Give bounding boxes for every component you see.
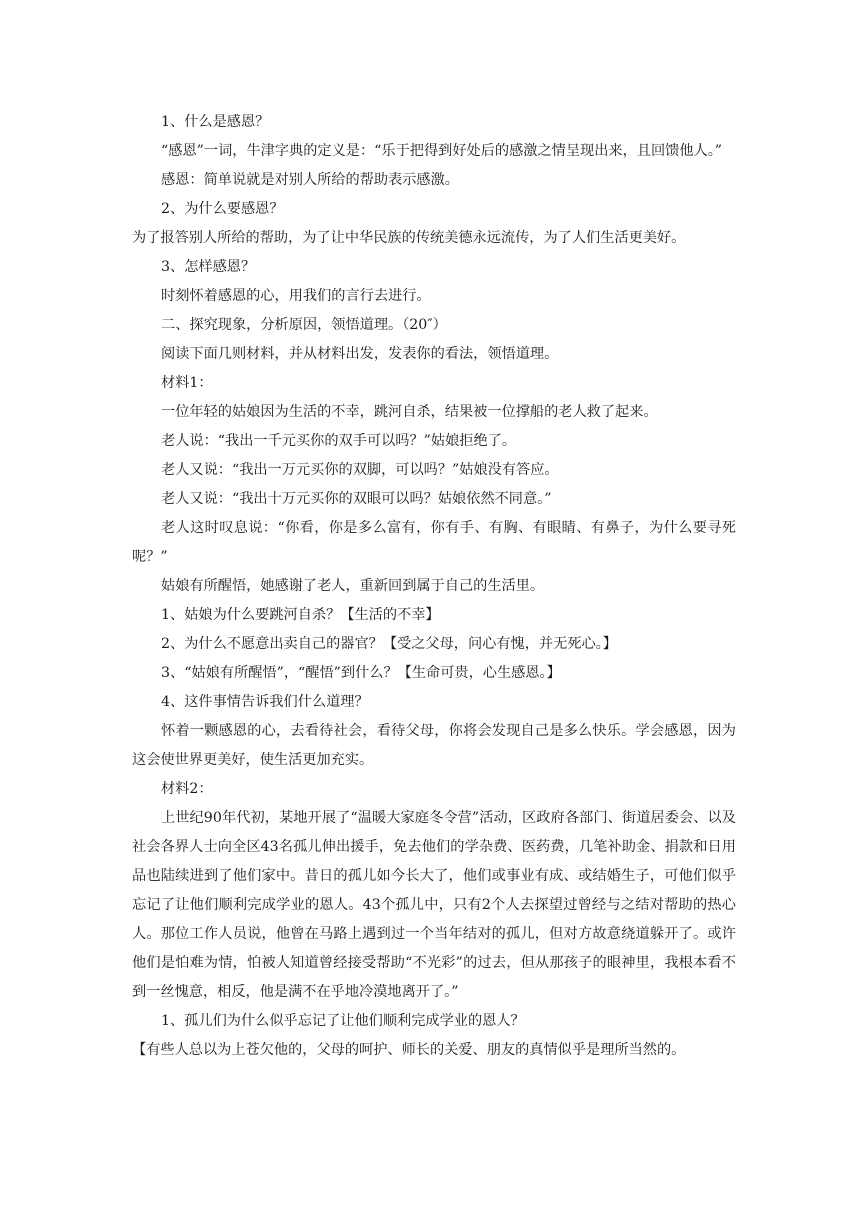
material-1-label: 材料1： (161, 375, 213, 391)
question-item: 1、孤儿们为什么似乎忘记了让他们顺利完成学业的恩人？ (161, 1013, 525, 1029)
document-body (132, 108, 736, 1065)
section-heading-two: 二、探究现象，分析原因，领悟道理。（20″） (161, 317, 447, 333)
material-2-label: 材料2： (161, 781, 213, 797)
answer-paragraph: 【有些人总以为上苍欠他的，父母的呵护、师长的关爱、朋友的真情似乎是理所当然的。 (132, 1042, 686, 1058)
question-item: 1、姑娘为什么要跳河自杀？【生活的不幸】 (161, 607, 440, 623)
question-item: 3、“姑娘有所醒悟”，“醒悟”到什么？【生命可贵，心生感恩。】 (161, 665, 561, 681)
paragraph-oxford-definition: “感恩”一词，牛津字典的定义是：“乐于把得到好处后的感激之情呈现出来，且回馈他人。” (161, 143, 723, 159)
paragraph-why-answer: 为了报答别人所给的帮助，为了让中华民族的传统美德永远流传，为了人们生活更美好。 (132, 230, 686, 246)
material-1-paragraph: 一位年轻的姑娘因为生活的不幸，跳河自杀，结果被一位撑船的老人救了起来。 (161, 404, 658, 420)
material-2-paragraph: 上世纪90年代初，某地开展了“温暖大家庭冬令营”活动，区政府各部门、街道居委会、以及社会各界人士向全区43名孤儿伸出援手，免去他们的学杂费、医药费，几笔补助金、捐款和日用品也陆续进到了他们家中。昔日的孤儿如今长大了，他们或事业有成、或结婚生子，可他们似乎忘记了让他们顺利完成学业的恩人。43个孤儿中，只有2个人去探望过曾经与之结对帮助的热心人。那位工作人员说，他曾在马路上遇到过一个当年结对的孤儿，但对方故意绕道躲开了。或许他们是怕难为情，怕被人知道曾经接受帮助“不光彩”的过去，但从那孩子的眼神里，我根本看不到一丝愧意，相反，他是满不在乎地冷漠地离开了。” (132, 810, 736, 1000)
paragraph-simple-definition: 感恩：简单说就是对别人所给的帮助表示感激。 (161, 172, 459, 188)
paragraph-instructions: 阅读下面几则材料，并从材料出发，发表你的看法，领悟道理。 (161, 346, 559, 362)
material-1-paragraph: 姑娘有所醒悟，她感谢了老人，重新回到属于自己的生活里。 (161, 578, 545, 594)
material-1-paragraph: 老人这时叹息说：“你看，你是多么富有，你有手、有胸、有眼睛、有鼻子，为什么要寻死呢？” (132, 520, 736, 565)
heading-why-gratitude: 2、为什么要感恩？ (161, 201, 284, 217)
question-item: 4、这件事情告诉我们什么道理？ (161, 694, 369, 710)
material-1-paragraph: 老人说：“我出一千元买你的双手可以吗？”姑娘拒绝了。 (161, 433, 517, 449)
material-1-paragraph: 老人又说：“我出一万元买你的双脚，可以吗？”姑娘没有答应。 (161, 462, 559, 478)
material-1-paragraph: 老人又说：“我出十万元买你的双眼可以吗？姑娘依然不同意。” (161, 491, 552, 507)
question-item: 2、为什么不愿意出卖自己的器官？【受之父母，问心有愧，并无死心。】 (161, 636, 617, 652)
heading-how-gratitude: 3、怎样感恩？ (161, 259, 256, 275)
paragraph-how-answer: 时刻怀着感恩的心，用我们的言行去进行。 (161, 288, 431, 304)
heading-what-is-gratitude: 1、什么是感恩？ (161, 114, 270, 130)
answer-paragraph: 怀着一颗感恩的心，去看待社会，看待父母，你将会发现自己是多么快乐。学会感恩，因为这会使世界更美好，使生活更加充实。 (132, 723, 736, 768)
